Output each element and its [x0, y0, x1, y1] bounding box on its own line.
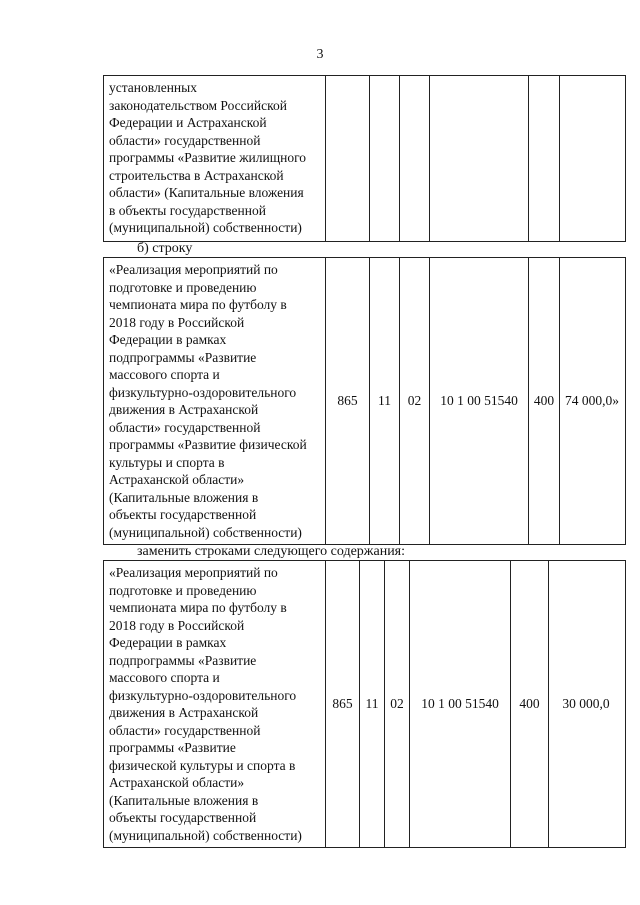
section-code: 11	[370, 258, 400, 545]
subsection-code: 02	[400, 258, 430, 545]
subsection-code: 02	[385, 561, 410, 848]
row-description: «Реализация мероприятий по подготовке и проведению чемпионата мира по футболу в 2018 году в Российской Федерации в рамках подпрограммы «Развитие массового спорта и физкультурно-оздоровительного движения в Астраханской области» государственной программы «Развитие физической культуры и спорта в Астраханской области» (Капитальные вложения в объекты государственной (муниципальной) собственности)	[104, 561, 326, 848]
ministry-code: 865	[326, 561, 360, 848]
ministry-code: 865	[326, 258, 370, 545]
row-description: «Реализация мероприятий по подготовке и проведению чемпионата мира по футболу в 2018 году в Российской Федерации в рамках подпрограммы «Развитие массового спорта и физкультурно-оздоровительного движения в Астраханской области» государственной программы «Развитие физической культуры и спорта в Астраханской области» (Капитальные вложения в объекты государственной (муниципальной) собственности)	[104, 258, 326, 545]
expense-type-code: 400	[511, 561, 549, 848]
page-number: 3	[316, 47, 324, 62]
amount-value: 74 000,0»	[560, 258, 626, 545]
empty-cell	[326, 76, 370, 242]
empty-cell	[400, 76, 430, 242]
budget-table-continued	[103, 75, 626, 242]
empty-cell	[370, 76, 400, 242]
table-row	[104, 258, 626, 545]
amount-value: 30 000,0	[549, 561, 626, 848]
target-article-code: 10 1 00 51540	[410, 561, 511, 848]
row-description: установленных законодательством Российской Федерации и Астраханской области» государственной программы «Развитие жилищного строительства в Астраханской области» (Капитальные вложения в объекты государственной (муниципальной) собственности)	[104, 76, 326, 242]
empty-cell	[560, 76, 626, 242]
table-row	[104, 76, 626, 242]
budget-table-new-row	[103, 560, 626, 848]
empty-cell	[529, 76, 560, 242]
target-article-code: 10 1 00 51540	[430, 258, 529, 545]
budget-table-old-row	[103, 257, 626, 545]
amendment-instruction: б) строку	[137, 241, 193, 256]
section-code: 11	[360, 561, 385, 848]
expense-type-code: 400	[529, 258, 560, 545]
empty-cell	[430, 76, 529, 242]
amendment-instruction: заменить строками следующего содержания:	[137, 544, 406, 559]
table-row	[104, 561, 626, 848]
